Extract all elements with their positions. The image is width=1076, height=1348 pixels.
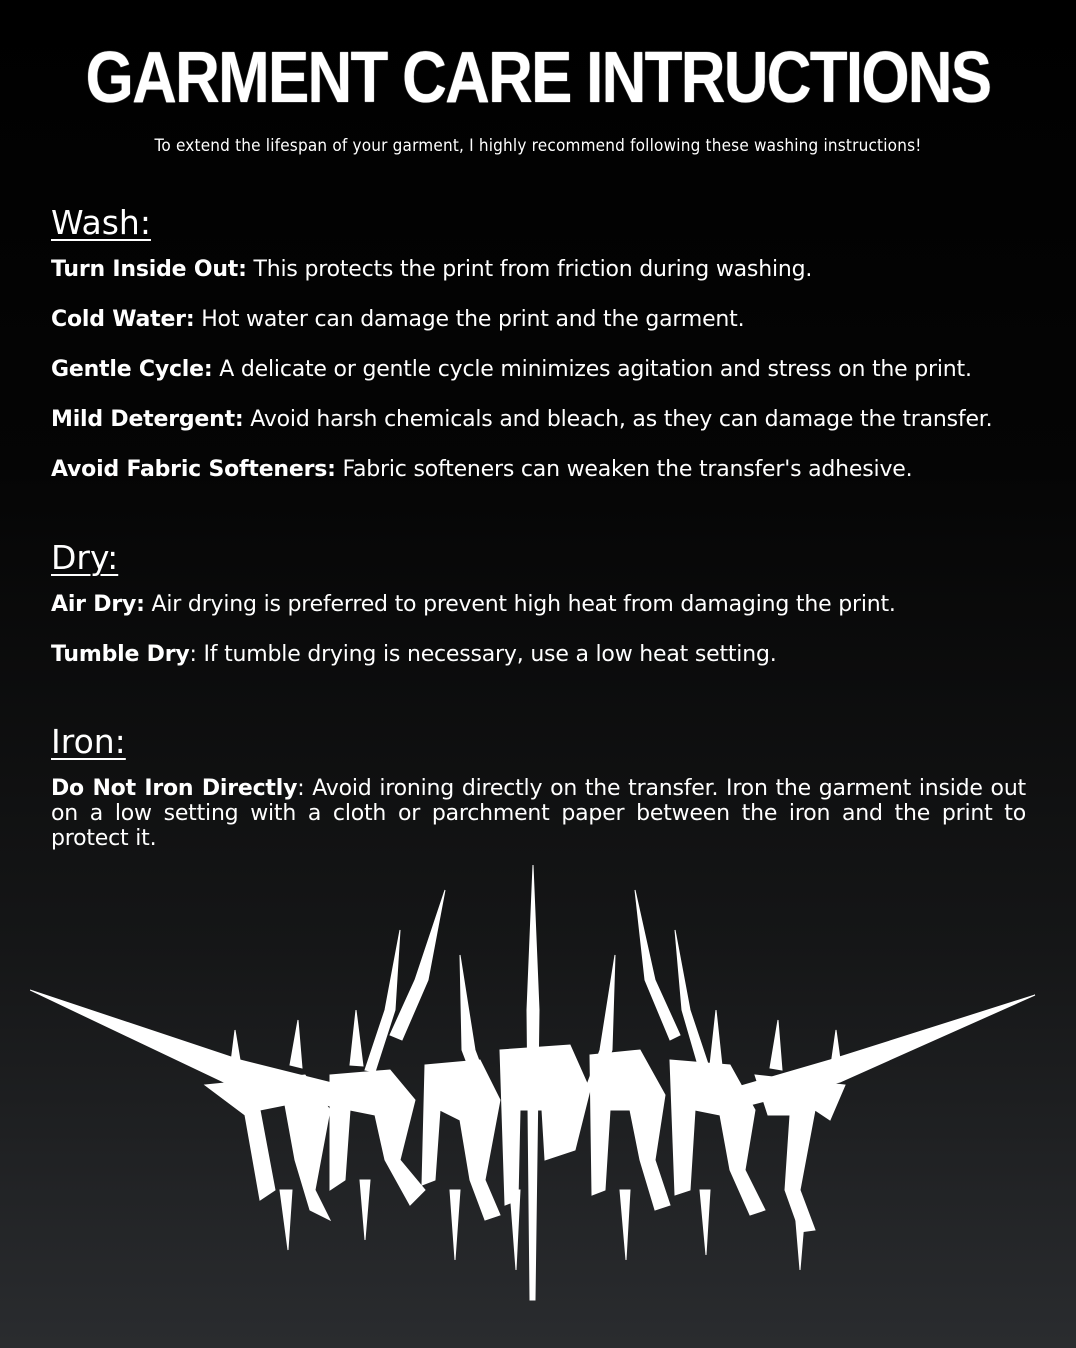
instruction-text: Fabric softeners can weaken the transfer's adhesive. (335, 457, 913, 482)
instruction-label: Avoid Fabric Softeners: (51, 457, 336, 482)
instruction-item (51, 257, 1026, 283)
instruction-label: Do Not Iron Directly (51, 776, 298, 801)
instruction-label: Tumble Dry (51, 642, 190, 667)
instruction-item (51, 642, 1026, 668)
instruction-item (51, 776, 1026, 851)
instruction-text: Avoid harsh chemicals and bleach, as they can damage the transfer. (243, 407, 993, 432)
wash-heading: Wash: (51, 203, 151, 242)
instruction-label: Turn Inside Out: (51, 257, 247, 282)
instruction-text: : If tumble drying is necessary, use a low heat setting. (189, 642, 777, 667)
instruction-item (51, 457, 1026, 483)
instruction-label: Air Dry: (51, 592, 145, 617)
metal-band-logo-icon (30, 860, 1040, 1310)
dry-section (51, 538, 1026, 692)
instruction-item (51, 592, 1026, 618)
iron-section (51, 722, 1026, 875)
instruction-label: Gentle Cycle: (51, 357, 213, 382)
instruction-label: Mild Detergent: (51, 407, 244, 432)
instruction-label: Cold Water: (51, 307, 195, 332)
instruction-item (51, 307, 1026, 333)
instruction-text: A delicate or gentle cycle minimizes agitation and stress on the print. (212, 357, 972, 382)
instruction-text: This protects the print from friction during washing. (246, 257, 813, 282)
instruction-item (51, 357, 1026, 383)
instruction-text: Hot water can damage the print and the garment. (194, 307, 745, 332)
instruction-text: Air drying is preferred to prevent high heat from damaging the print. (144, 592, 896, 617)
page-title: GARMENT CARE INTRUCTIONS (85, 38, 991, 118)
wash-section (51, 203, 1026, 507)
instruction-item (51, 407, 1026, 433)
instruction-text: : Avoid ironing directly on the transfer. Iron the garment inside out on a low setting with a cloth or parchment paper between the iron and the print to protect it. (51, 776, 1026, 851)
page-subtitle: To extend the lifespan of your garment, I highly recommend following these washing instructions! (154, 136, 922, 156)
iron-heading: Iron: (51, 722, 126, 761)
dry-heading: Dry: (51, 538, 119, 577)
